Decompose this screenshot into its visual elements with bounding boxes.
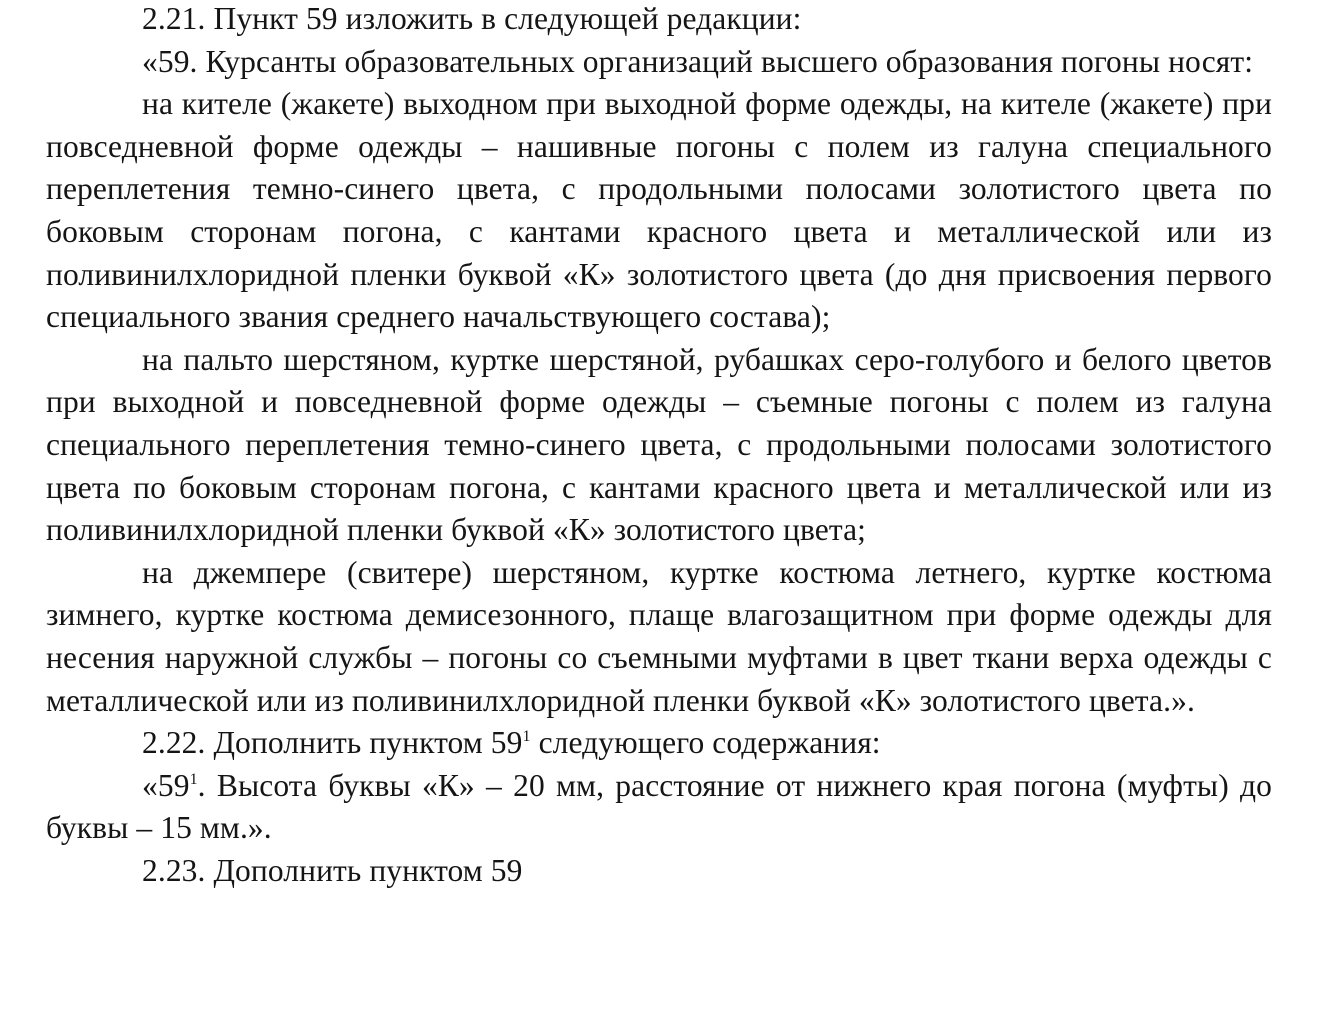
p7-after: . Высота буквы «К» – 20 мм, расстояние от нижнего края погона (муфты) до буквы – 15 мм.». <box>46 767 1272 846</box>
p7-superscript: 1 <box>189 770 198 788</box>
p7-before: «59 <box>142 767 190 803</box>
paragraph-2-22 <box>46 722 1272 765</box>
p6-superscript: 1 <box>522 728 531 746</box>
paragraph-2-21: 2.21. Пункт 59 изложить в следующей редакции: <box>142 1 802 36</box>
paragraph-palto: на пальто шерстяном, куртке шерстяной, рубашках серо-голубого и белого цветов при выходной и повседневной форме одежды – съемные погоны с полем из галуна специального переплетения темно-синего цвета, с продольными полосами золотистого цвета по боковым сторонам погона, с кантами красного цвета и металлической или из поливинилхлоридной пленки буквой «К» золотистого цвета; <box>46 341 1272 548</box>
p6-before: 2.22. Дополнить пунктом 59 <box>142 725 523 761</box>
paragraph-2-23-partial: 2.23. Дополнить пунктом 59 <box>142 852 523 888</box>
p6-after: следующего содержания: <box>530 725 881 761</box>
paragraph-59-heading: «59. Курсанты образовательных организаций высшего образования погоны носят: <box>142 43 1254 79</box>
paragraph-jumper: на джемпере (свитере) шерстяном, куртке костюма летнего, куртке костюма зимнего, куртке костюма демисезонного, плаще влагозащитном при форме одежды для несения наружной службы – погоны со съемными муфтами в цвет ткани верха одежды с металлической или из поливинилхлоридной пленки буквой «К» золотистого цвета.». <box>46 554 1272 718</box>
document-page <box>46 0 1272 888</box>
paragraph-kitel: на кителе (жакете) выходном при выходной форме одежды, на кителе (жакете) при повседневной форме одежды – нашивные погоны с полем из галуна специального переплетения темно-синего цвета, с продольными полосами золотистого цвета по боковым сторонам погона, с кантами красного цвета и металлической или из поливинилхлоридной пленки буквой «К» золотистого цвета (до дня присвоения первого специального звания среднего начальствующего состава); <box>46 86 1272 335</box>
paragraph-59-1 <box>46 765 1272 850</box>
